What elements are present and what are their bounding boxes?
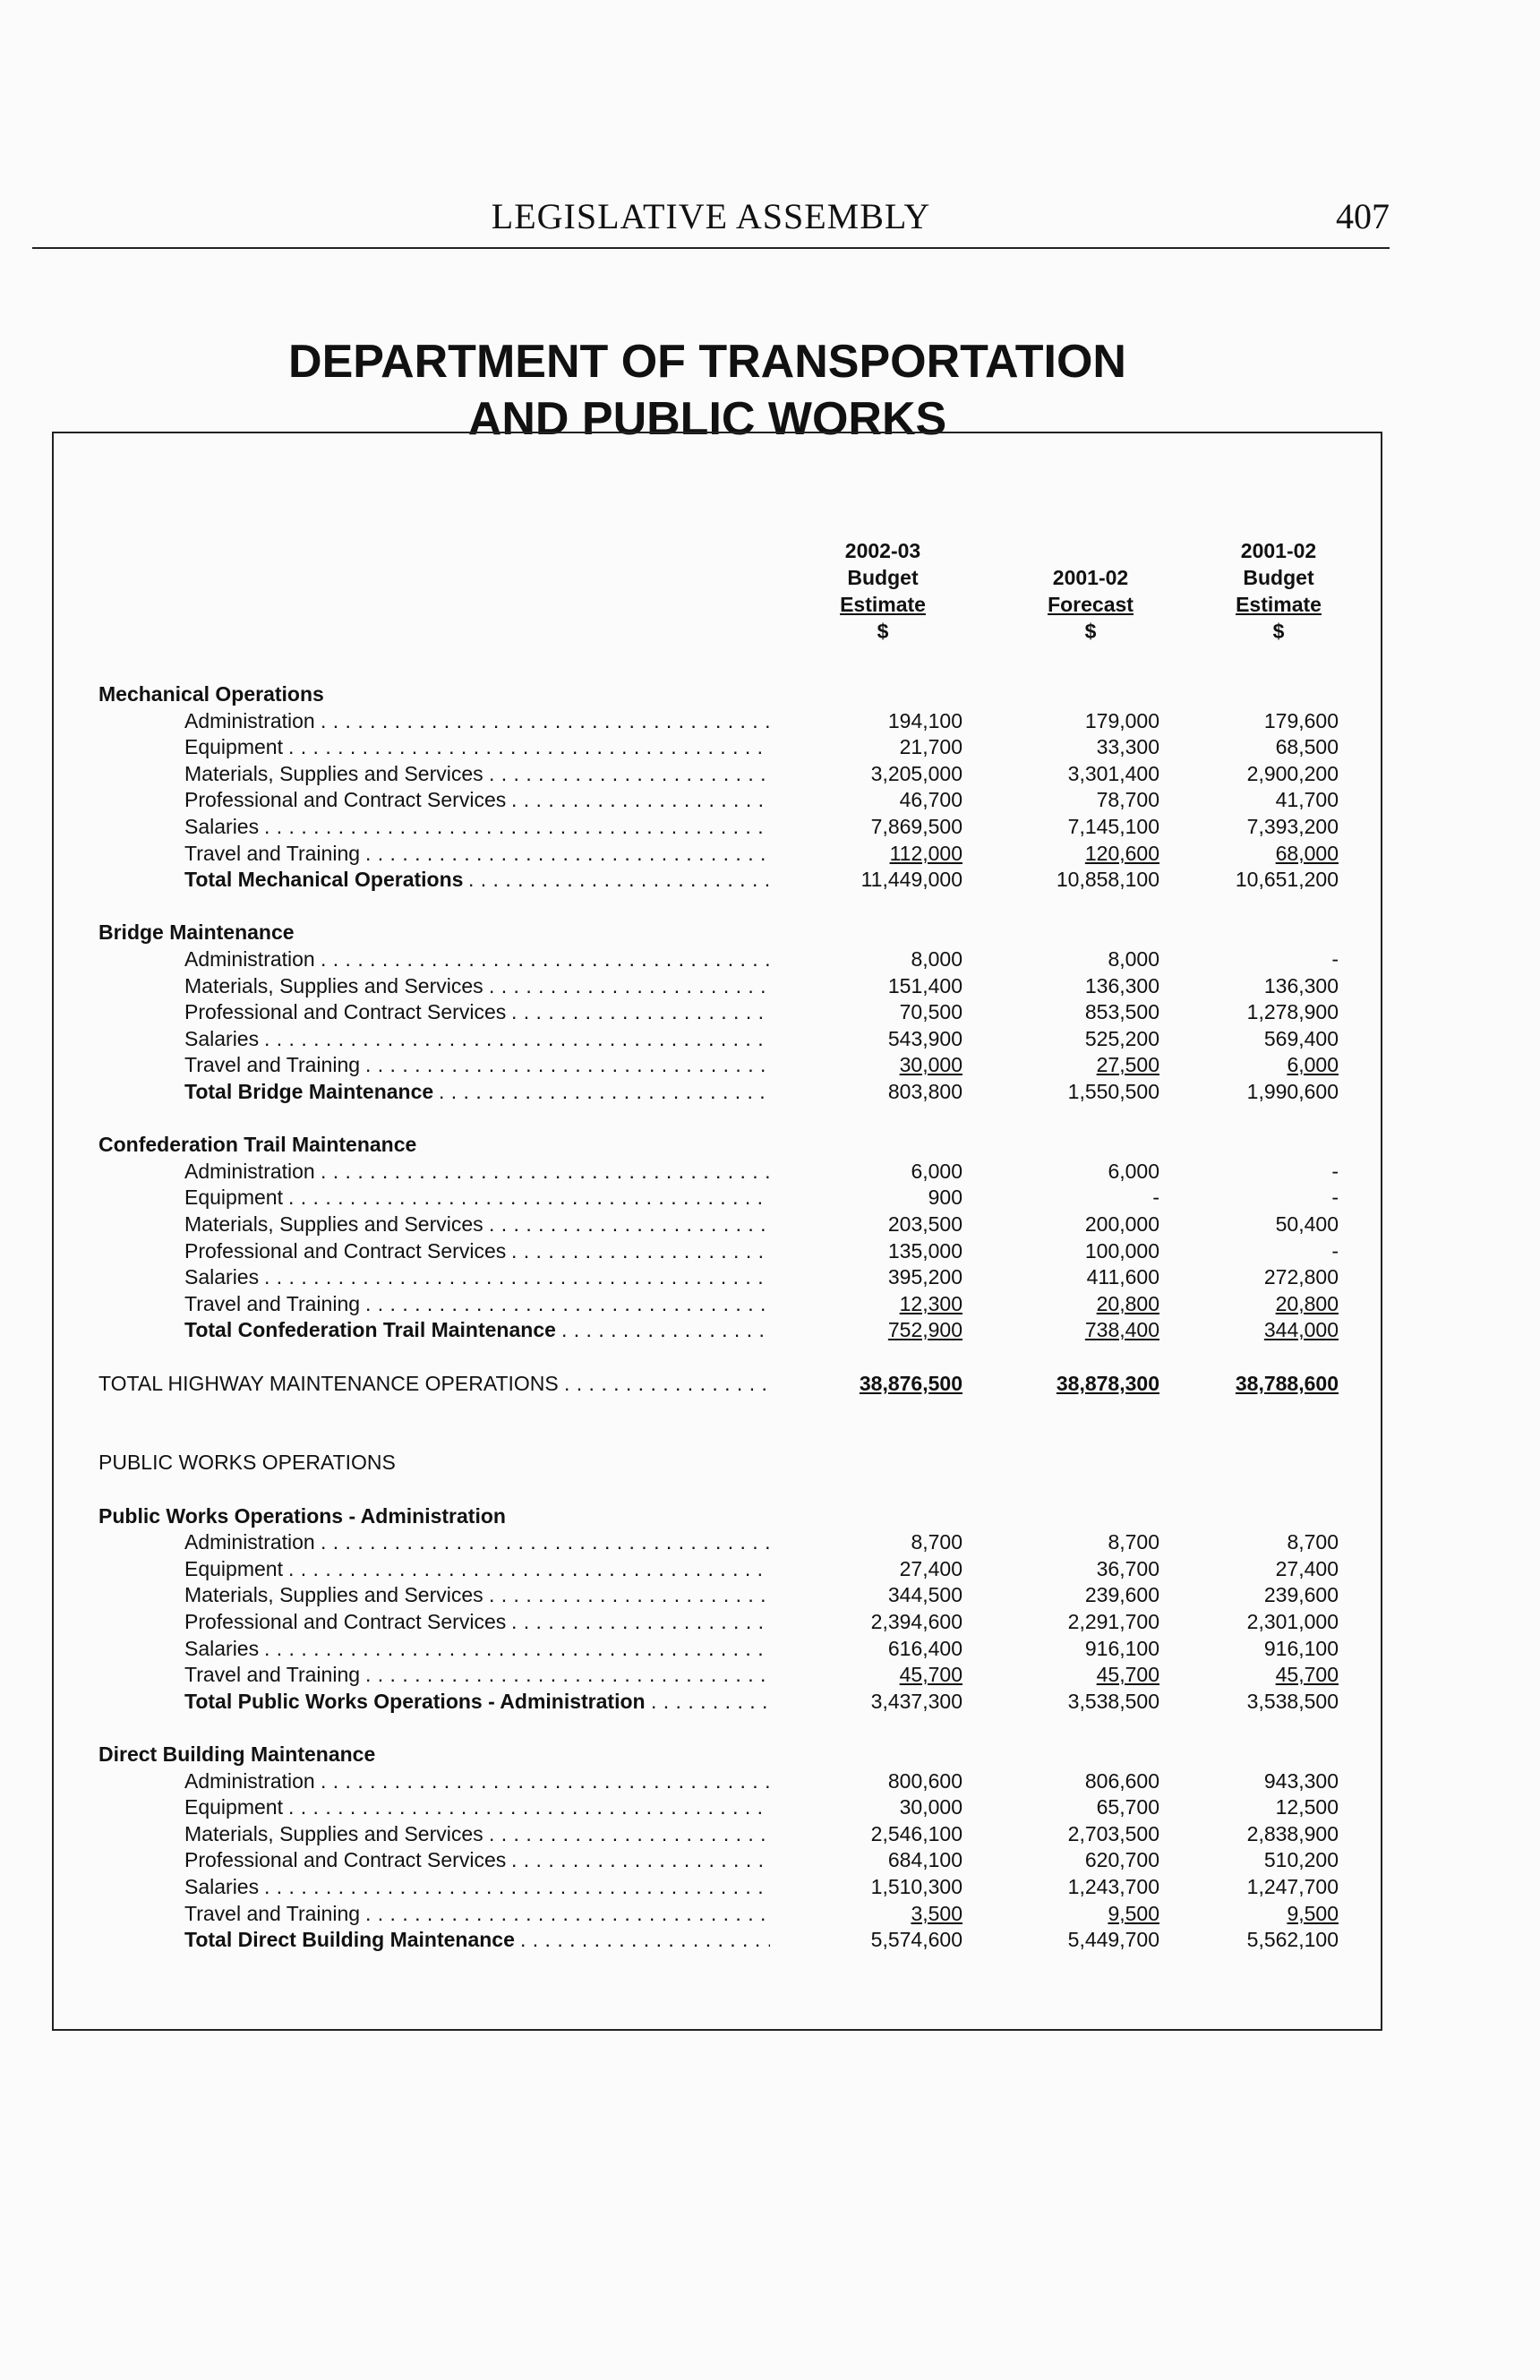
row-label: Total Confederation Trail Maintenance <box>184 1318 556 1341</box>
dot-leader <box>489 1581 770 1608</box>
value-cell: 78,700 <box>1096 788 1159 811</box>
dot-leader <box>564 1370 770 1397</box>
row-label: Travel and Training <box>184 1902 361 1925</box>
dot-leader <box>365 840 770 867</box>
total-row <box>0 866 1540 893</box>
value-cell: 36,700 <box>1096 1557 1159 1580</box>
value-cell: 2,703,500 <box>1067 1822 1159 1845</box>
value-cell: 41,700 <box>1275 788 1339 811</box>
value-cell: 20,800 <box>1275 1292 1339 1315</box>
value-cell: 738,400 <box>1084 1318 1159 1341</box>
column-header-line: 2001-02 <box>1240 539 1317 562</box>
value-cell: 135,000 <box>887 1239 962 1263</box>
dot-leader <box>511 1608 770 1635</box>
value-cell: 1,243,700 <box>1067 1875 1159 1898</box>
dot-leader <box>520 1926 770 1953</box>
dot-leader <box>365 1051 770 1078</box>
row-label: Professional and Contract Services <box>184 1000 507 1023</box>
value-cell: 1,990,600 <box>1246 1080 1339 1103</box>
column-header-2002-03-estimate <box>793 537 972 645</box>
column-header-unit: $ <box>1084 620 1097 643</box>
row-label: Professional and Contract Services <box>184 1848 507 1871</box>
value-cell: 70,500 <box>899 1000 962 1023</box>
value-cell: - <box>1331 1160 1339 1183</box>
value-cell: 2,291,700 <box>1067 1610 1159 1633</box>
value-cell: 8,700 <box>1108 1530 1159 1554</box>
table-row <box>0 1768 1540 1794</box>
value-cell: 20,800 <box>1096 1292 1159 1315</box>
value-cell: 616,400 <box>887 1637 962 1660</box>
table-row <box>0 1211 1540 1237</box>
row-label: Total Bridge Maintenance <box>184 1080 434 1103</box>
dot-leader <box>321 1158 770 1185</box>
dot-leader <box>321 1528 770 1555</box>
table-row <box>0 1846 1540 1873</box>
dot-leader <box>288 1555 770 1582</box>
table-row <box>0 1528 1540 1555</box>
value-cell: 543,900 <box>887 1027 962 1050</box>
value-cell: 411,600 <box>1086 1265 1159 1288</box>
table-row <box>0 733 1540 760</box>
value-cell: 395,200 <box>887 1265 962 1288</box>
row-label: Administration <box>184 1769 315 1793</box>
dot-leader <box>264 1263 770 1290</box>
total-row <box>0 1688 1540 1715</box>
value-cell: 68,000 <box>1275 842 1339 865</box>
table-row <box>0 1873 1540 1900</box>
column-header-unit: $ <box>1272 620 1285 643</box>
column-header-line: Budget <box>847 566 919 589</box>
value-cell: 1,278,900 <box>1246 1000 1339 1023</box>
row-label: Direct Building Maintenance <box>98 1742 376 1766</box>
value-cell: 3,538,500 <box>1067 1690 1159 1713</box>
value-cell: 6,000 <box>1108 1160 1159 1183</box>
table-row <box>0 813 1540 840</box>
value-cell: - <box>1331 947 1339 971</box>
row-label: Equipment <box>184 1795 283 1819</box>
row-label: PUBLIC WORKS OPERATIONS <box>98 1451 396 1474</box>
column-header-line: 2001-02 <box>1052 566 1129 589</box>
value-cell: 30,000 <box>899 1053 962 1076</box>
value-cell: 3,538,500 <box>1246 1690 1339 1713</box>
value-cell: 8,000 <box>1108 947 1159 971</box>
department-title-line-1: DEPARTMENT OF TRANSPORTATION <box>288 336 1126 388</box>
table-row <box>0 1608 1540 1635</box>
value-cell: 112,000 <box>889 842 962 865</box>
row-label: Equipment <box>184 735 283 758</box>
value-cell: 900 <box>928 1186 962 1209</box>
running-head <box>32 195 1390 249</box>
table-row <box>0 1290 1540 1317</box>
value-cell: 8,700 <box>911 1530 962 1554</box>
value-cell: 2,546,100 <box>870 1822 962 1845</box>
dot-leader <box>468 866 770 893</box>
dot-leader <box>511 786 770 813</box>
table-row <box>0 1237 1540 1264</box>
value-cell: 239,600 <box>1263 1583 1339 1606</box>
value-cell: - <box>1331 1239 1339 1263</box>
row-label: Materials, Supplies and Services <box>184 1583 483 1606</box>
value-cell: 203,500 <box>887 1212 962 1236</box>
value-cell: 916,100 <box>1084 1637 1159 1660</box>
row-label: Materials, Supplies and Services <box>184 1212 483 1236</box>
column-header-2001-02-forecast <box>1001 537 1180 645</box>
page-number: 407 <box>1336 196 1390 236</box>
dot-leader <box>321 946 770 972</box>
value-cell: 1,247,700 <box>1246 1875 1339 1898</box>
dot-leader <box>511 1846 770 1873</box>
row-label: Salaries <box>184 1265 260 1288</box>
table-row <box>0 1051 1540 1078</box>
section-heading <box>0 1131 1540 1158</box>
table-row <box>0 1025 1540 1052</box>
value-cell: 2,394,600 <box>870 1610 962 1633</box>
value-cell: 8,000 <box>911 947 962 971</box>
row-label: Travel and Training <box>184 1663 361 1686</box>
value-cell: 2,838,900 <box>1246 1822 1339 1845</box>
dot-leader <box>321 1768 770 1794</box>
row-label: Travel and Training <box>184 1053 361 1076</box>
value-cell: 10,858,100 <box>1056 868 1159 891</box>
column-header-line: Estimate <box>1236 593 1322 616</box>
value-cell: 38,878,300 <box>1056 1372 1159 1395</box>
row-label: Professional and Contract Services <box>184 1239 507 1263</box>
value-cell: 9,500 <box>1108 1902 1159 1925</box>
table-row <box>0 1581 1540 1608</box>
value-cell: 7,145,100 <box>1067 815 1159 838</box>
value-cell: 100,000 <box>1084 1239 1159 1263</box>
value-cell: 344,500 <box>887 1583 962 1606</box>
row-label: Administration <box>184 1530 315 1554</box>
table-row <box>0 1184 1540 1211</box>
value-cell: 853,500 <box>1084 1000 1159 1023</box>
value-cell: 45,700 <box>1275 1663 1339 1686</box>
value-cell: 45,700 <box>1096 1663 1159 1686</box>
dot-leader <box>264 1873 770 1900</box>
value-cell: 510,200 <box>1263 1848 1339 1871</box>
value-cell: 6,000 <box>911 1160 962 1183</box>
dot-leader <box>439 1078 770 1105</box>
column-header-unit: $ <box>877 620 889 643</box>
row-label: Administration <box>184 1160 315 1183</box>
value-cell: 27,500 <box>1096 1053 1159 1076</box>
column-header-2001-02-estimate <box>1189 537 1368 645</box>
table-row <box>0 1820 1540 1847</box>
value-cell: 1,550,500 <box>1067 1080 1159 1103</box>
value-cell: 8,700 <box>1287 1530 1339 1554</box>
row-label: Materials, Supplies and Services <box>184 974 483 997</box>
value-cell: 2,900,200 <box>1246 762 1339 785</box>
value-cell: 50,400 <box>1275 1212 1339 1236</box>
value-cell: 7,869,500 <box>870 815 962 838</box>
value-cell: 200,000 <box>1084 1212 1159 1236</box>
value-cell: 3,205,000 <box>870 762 962 785</box>
value-cell: 806,600 <box>1084 1769 1159 1793</box>
row-label: Salaries <box>184 1637 260 1660</box>
table-row <box>0 972 1540 999</box>
row-label: Travel and Training <box>184 842 361 865</box>
row-label: Confederation Trail Maintenance <box>98 1133 417 1156</box>
dot-leader <box>561 1316 770 1343</box>
value-cell: 3,301,400 <box>1067 762 1159 785</box>
value-cell: 68,500 <box>1275 735 1339 758</box>
row-label: Total Direct Building Maintenance <box>184 1928 515 1951</box>
value-cell: 272,800 <box>1263 1265 1339 1288</box>
value-cell: 3,500 <box>911 1902 962 1925</box>
value-cell: 752,900 <box>887 1318 962 1341</box>
department-title <box>233 333 1182 448</box>
value-cell: 9,500 <box>1287 1902 1339 1925</box>
value-cell: 27,400 <box>1275 1557 1339 1580</box>
section-heading <box>0 1449 1540 1476</box>
table-row <box>0 1794 1540 1820</box>
row-label: Professional and Contract Services <box>184 788 507 811</box>
row-label: Total Mechanical Operations <box>184 868 464 891</box>
column-header-line: Forecast <box>1048 593 1134 616</box>
row-label: Materials, Supplies and Services <box>184 1822 483 1845</box>
row-label: Materials, Supplies and Services <box>184 762 483 785</box>
row-label: Bridge Maintenance <box>98 920 295 944</box>
value-cell: 120,600 <box>1084 842 1159 865</box>
value-cell: 620,700 <box>1084 1848 1159 1871</box>
column-header-line: Estimate <box>840 593 926 616</box>
value-cell: 239,600 <box>1084 1583 1159 1606</box>
column-header-line <box>1001 537 1180 564</box>
dot-leader <box>365 1900 770 1927</box>
running-title: LEGISLATIVE ASSEMBLY <box>491 196 931 236</box>
grand-total-row <box>0 1370 1540 1397</box>
value-cell: 194,100 <box>887 709 962 732</box>
section-heading <box>0 919 1540 946</box>
value-cell: 5,562,100 <box>1246 1928 1339 1951</box>
table-row <box>0 946 1540 972</box>
value-cell: 179,600 <box>1263 709 1339 732</box>
table-row <box>0 760 1540 787</box>
value-cell: 684,100 <box>887 1848 962 1871</box>
dot-leader <box>288 1794 770 1820</box>
dot-leader <box>489 1211 770 1237</box>
value-cell: 6,000 <box>1287 1053 1339 1076</box>
dot-leader <box>288 1184 770 1211</box>
dot-leader <box>321 707 770 734</box>
row-label: Administration <box>184 947 315 971</box>
value-cell: 2,301,000 <box>1246 1610 1339 1633</box>
row-label: Salaries <box>184 1027 260 1050</box>
row-label: Salaries <box>184 1875 260 1898</box>
row-label: Administration <box>184 709 315 732</box>
value-cell: 344,000 <box>1263 1318 1339 1341</box>
value-cell: 5,449,700 <box>1067 1928 1159 1951</box>
table-row <box>0 707 1540 734</box>
dot-leader <box>288 733 770 760</box>
table-row <box>0 840 1540 867</box>
value-cell: 45,700 <box>899 1663 962 1686</box>
column-header-line: 2002-03 <box>844 539 921 562</box>
table-row <box>0 998 1540 1025</box>
value-cell: 943,300 <box>1263 1769 1339 1793</box>
value-cell: 1,510,300 <box>870 1875 962 1898</box>
value-cell: 136,300 <box>1084 974 1159 997</box>
dot-leader <box>489 1820 770 1847</box>
value-cell: 33,300 <box>1096 735 1159 758</box>
value-cell: 11,449,000 <box>860 868 962 891</box>
value-cell: 525,200 <box>1084 1027 1159 1050</box>
value-cell: 5,574,600 <box>870 1928 962 1951</box>
table-row <box>0 1555 1540 1582</box>
dot-leader <box>365 1290 770 1317</box>
row-label: Salaries <box>184 815 260 838</box>
dot-leader <box>651 1688 770 1715</box>
row-label: Equipment <box>184 1557 283 1580</box>
dot-leader <box>264 813 770 840</box>
section-heading <box>0 1502 1540 1529</box>
value-cell: 12,300 <box>899 1292 962 1315</box>
department-title-line-2: AND PUBLIC WORKS <box>467 393 947 445</box>
value-cell: - <box>1152 1186 1159 1209</box>
value-cell: 38,788,600 <box>1235 1372 1339 1395</box>
table-row <box>0 786 1540 813</box>
value-cell: 179,000 <box>1084 709 1159 732</box>
dot-leader <box>489 760 770 787</box>
value-cell: 21,700 <box>899 735 962 758</box>
table-row <box>0 1661 1540 1688</box>
value-cell: 151,400 <box>887 974 962 997</box>
value-cell: 12,500 <box>1275 1795 1339 1819</box>
value-cell: 27,400 <box>899 1557 962 1580</box>
row-label: Equipment <box>184 1186 283 1209</box>
value-cell: 46,700 <box>899 788 962 811</box>
table-row <box>0 1263 1540 1290</box>
row-label: Public Works Operations - Administration <box>98 1504 506 1528</box>
row-label: Total Public Works Operations - Administration <box>184 1690 646 1713</box>
table-row <box>0 1635 1540 1662</box>
dot-leader <box>365 1661 770 1688</box>
value-cell: 38,876,500 <box>859 1372 962 1395</box>
value-cell: 30,000 <box>899 1795 962 1819</box>
value-cell: 65,700 <box>1096 1795 1159 1819</box>
value-cell: 800,600 <box>887 1769 962 1793</box>
value-cell: 803,800 <box>887 1080 962 1103</box>
dot-leader <box>511 998 770 1025</box>
row-label: Travel and Training <box>184 1292 361 1315</box>
table-row <box>0 1158 1540 1185</box>
value-cell: 136,300 <box>1263 974 1339 997</box>
dot-leader <box>264 1635 770 1662</box>
value-cell: - <box>1331 1186 1339 1209</box>
value-cell: 569,400 <box>1263 1027 1339 1050</box>
row-label: Mechanical Operations <box>98 682 324 706</box>
total-row <box>0 1078 1540 1105</box>
dot-leader <box>511 1237 770 1264</box>
value-cell: 3,437,300 <box>870 1690 962 1713</box>
section-heading <box>0 1741 1540 1768</box>
value-cell: 10,651,200 <box>1235 868 1339 891</box>
dot-leader <box>264 1025 770 1052</box>
total-row <box>0 1926 1540 1953</box>
table-row <box>0 1900 1540 1927</box>
row-label: TOTAL HIGHWAY MAINTENANCE OPERATIONS <box>98 1372 559 1395</box>
row-label: Professional and Contract Services <box>184 1610 507 1633</box>
total-row <box>0 1316 1540 1343</box>
section-heading <box>0 681 1540 707</box>
column-header-line: Budget <box>1243 566 1314 589</box>
value-cell: 916,100 <box>1263 1637 1339 1660</box>
value-cell: 7,393,200 <box>1246 815 1339 838</box>
dot-leader <box>489 972 770 999</box>
